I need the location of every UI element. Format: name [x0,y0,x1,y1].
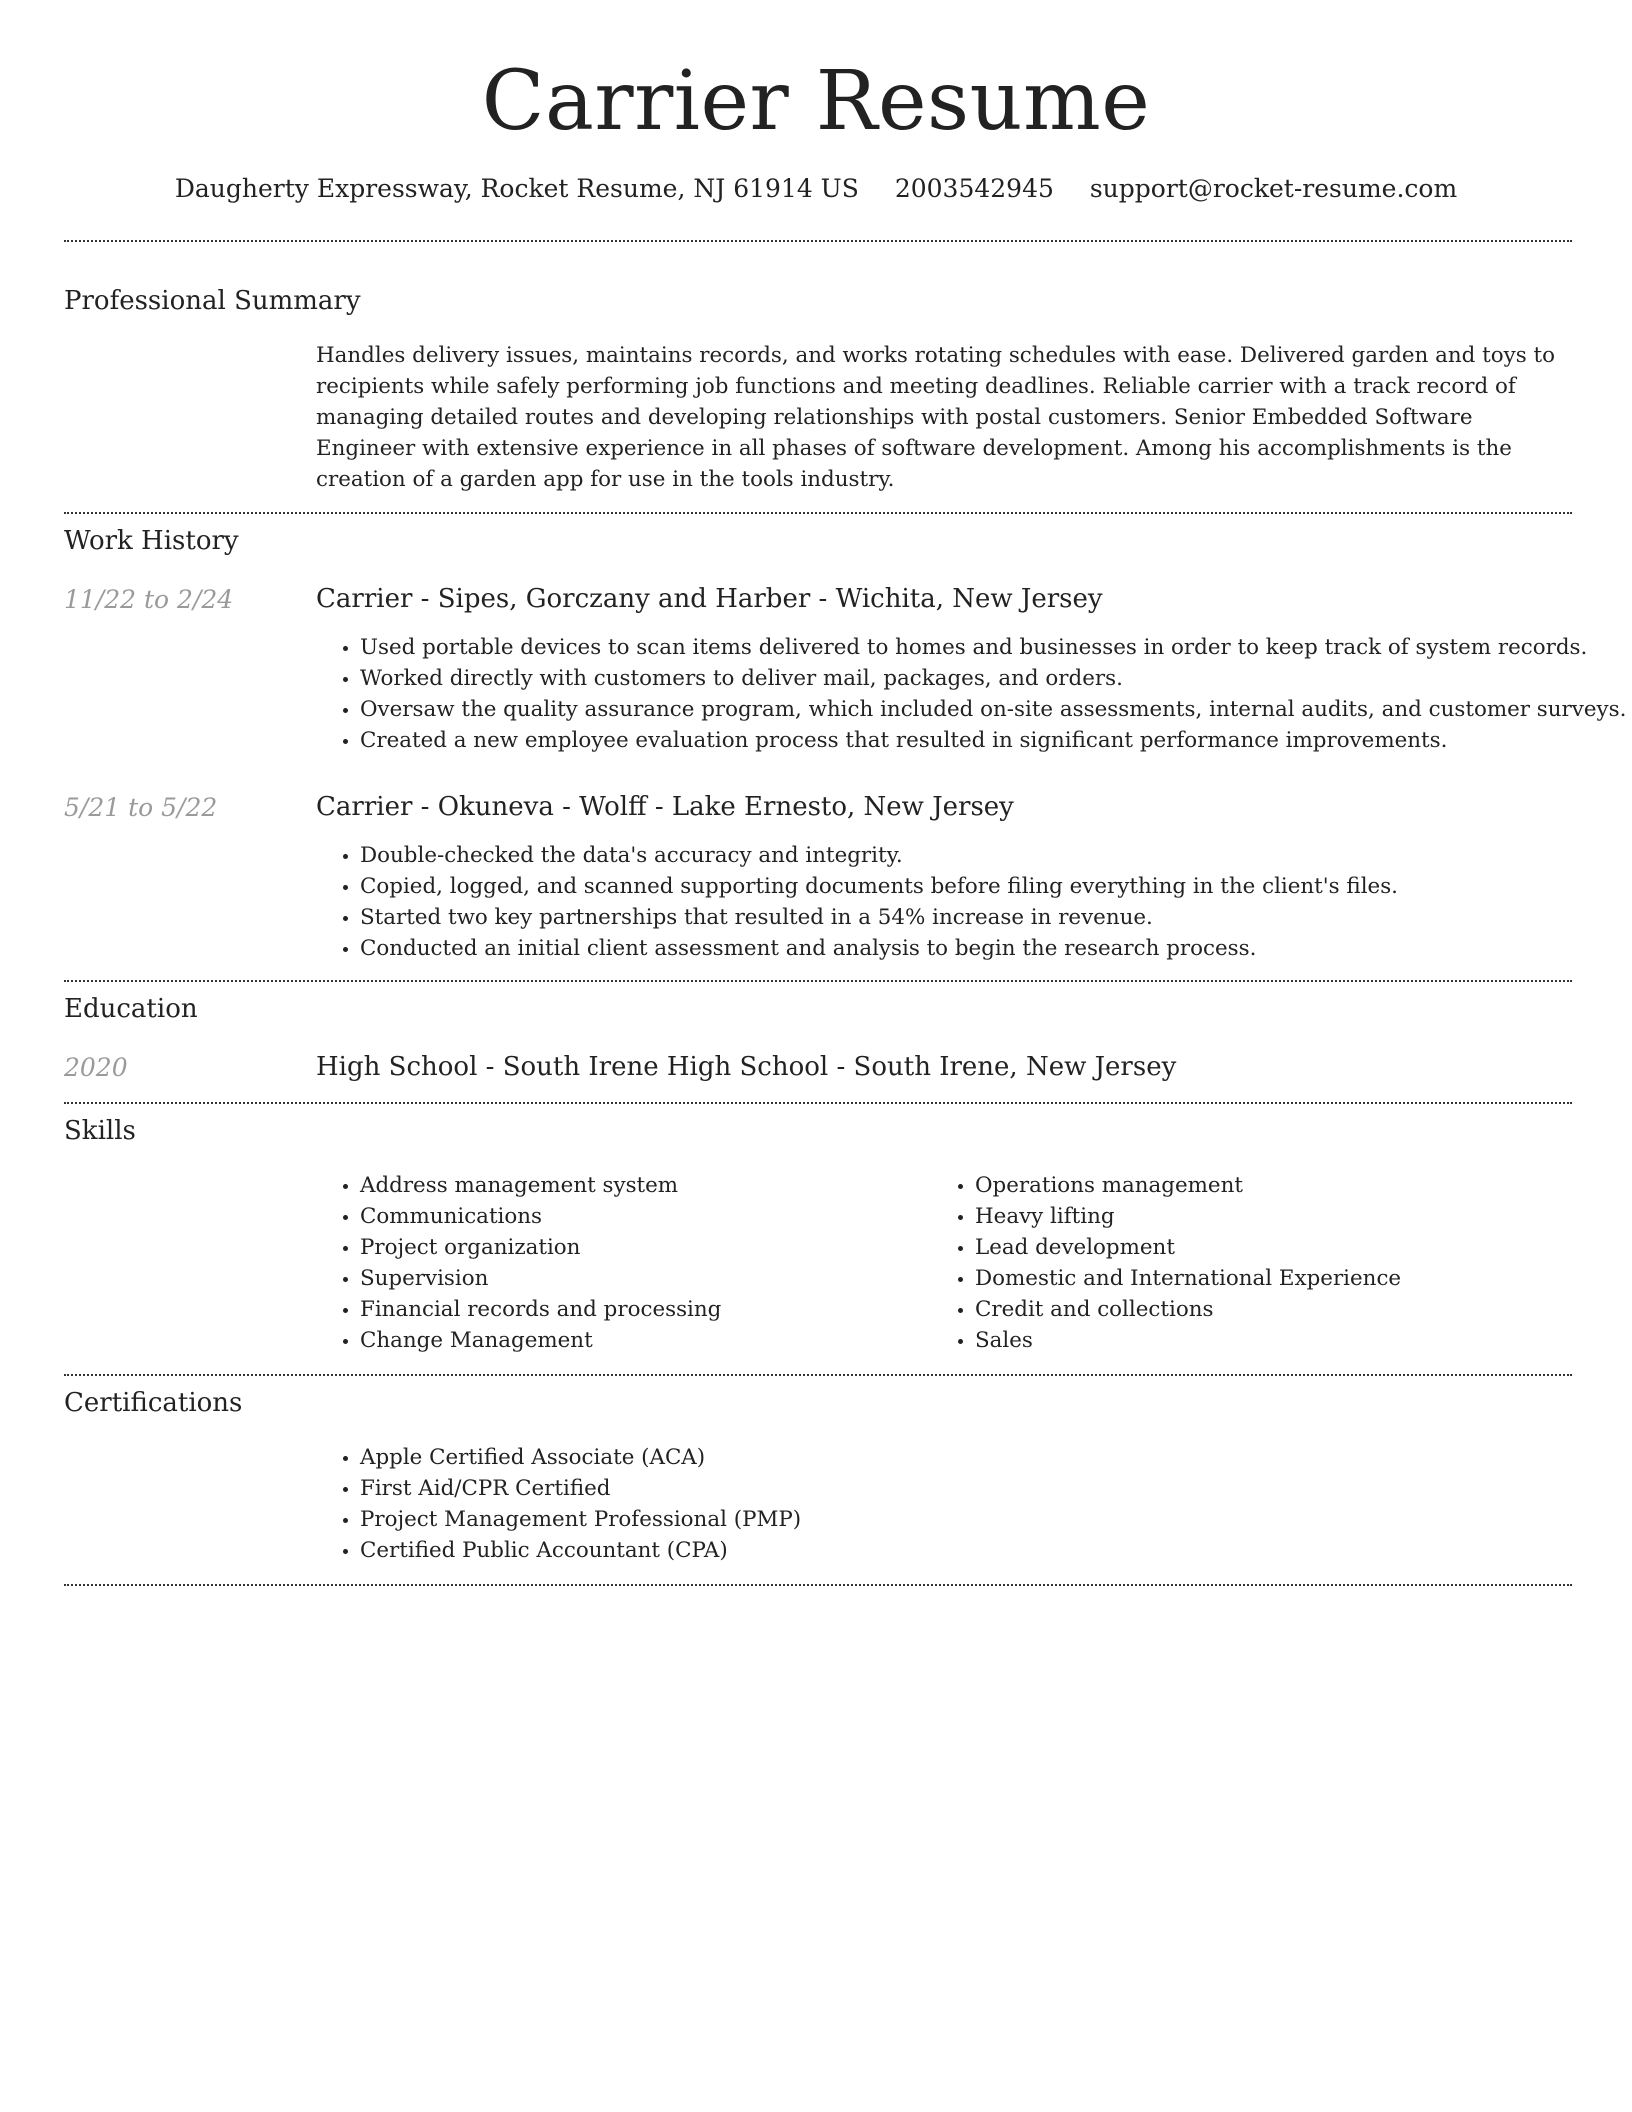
section-title-work: Work History [64,526,239,556]
divider [64,1102,1572,1104]
job-bullet: • Double-checked the data's accuracy and integrity. [360,840,1398,871]
section-title-certifications: Certifications [64,1388,243,1418]
certification-item: • Project Management Professional (PMP) [360,1504,801,1535]
divider [64,1374,1572,1376]
divider [64,240,1572,242]
job-bullet: • Copied, logged, and scanned supporting documents before filing everything in the client's files. [360,871,1398,902]
contact-email: support@rocket-resume.com [1089,174,1458,203]
education-year: 2020 [64,1053,128,1082]
skills-list-right [931,1170,1401,1356]
job-title: Carrier - Okuneva - Wolff - Lake Ernesto, New Jersey [316,792,1014,822]
section-title-skills: Skills [64,1116,136,1146]
skill-item: • Change Management [360,1325,721,1356]
job-bullets [316,632,1626,756]
divider [64,512,1572,514]
education-title: High School - South Irene High School - South Irene, New Jersey [316,1052,1177,1082]
skill-item: • Sales [975,1325,1401,1356]
skill-item: • Address management system [360,1170,721,1201]
contact-address: Daugherty Expressway, Rocket Resume, NJ 61914 US [174,174,859,203]
skill-item: • Project organization [360,1232,721,1263]
job-bullet: • Used portable devices to scan items delivered to homes and businesses in order to keep track of system records. [360,632,1626,663]
contact-line [0,172,1632,206]
summary-text: Handles delivery issues, maintains records, and works rotating schedules with ease. Delivered garden and toys to recipients while safely performing job functions and meeting deadlines. Reliable carrier with a track record of managing detailed routes and developing relationships with postal customers. Senior Embedded Software Engineer with extensive experience in all phases of software development. Among his accomplishments is the creation of a garden app for use in the tools industry. [316,343,1555,492]
section-title-education: Education [64,994,198,1024]
job-bullet: • Worked directly with customers to deliver mail, packages, and orders. [360,663,1626,694]
job-title: Carrier - Sipes, Gorczany and Harber - Wichita, New Jersey [316,584,1103,614]
job-bullet: • Oversaw the quality assurance program, which included on-site assessments, internal audits, and customer surveys. [360,694,1626,725]
certifications-list [316,1442,801,1566]
skill-item: • Communications [360,1201,721,1232]
divider [64,1584,1572,1586]
skill-item: • Supervision [360,1263,721,1294]
skill-item: • Financial records and processing [360,1294,721,1325]
job-bullets [316,840,1398,964]
skill-item: • Credit and collections [975,1294,1401,1325]
certification-item: • First Aid/CPR Certified [360,1473,801,1504]
contact-phone: 2003542945 [894,174,1054,203]
job-bullet: • Started two key partnerships that resulted in a 54% increase in revenue. [360,902,1398,933]
skills-list-left [316,1170,721,1356]
certification-item: • Certified Public Accountant (CPA) [360,1535,801,1566]
section-title-summary: Professional Summary [64,286,361,316]
job-dates: 11/22 to 2/24 [64,585,234,614]
skill-item: • Heavy lifting [975,1201,1401,1232]
job-bullet: • Created a new employee evaluation process that resulted in significant performance improvements. [360,725,1626,756]
divider [64,980,1572,982]
skill-item: • Domestic and International Experience [975,1263,1401,1294]
resume-name: Carrier Resume [481,54,1151,149]
job-dates: 5/21 to 5/22 [64,793,218,822]
job-bullet: • Conducted an initial client assessment and analysis to begin the research process. [360,933,1398,964]
skill-item: • Operations management [975,1170,1401,1201]
skill-item: • Lead development [975,1232,1401,1263]
certification-item: • Apple Certified Associate (ACA) [360,1442,801,1473]
